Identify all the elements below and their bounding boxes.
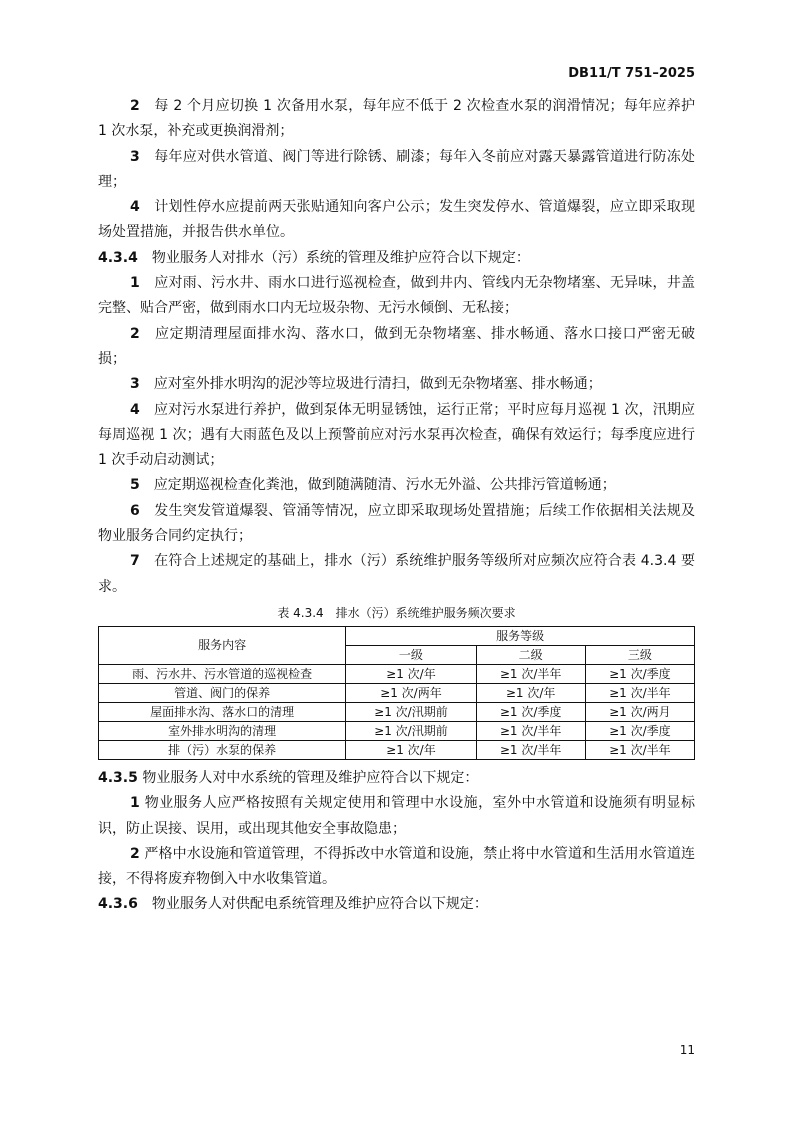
clause-number: 4 bbox=[130, 401, 140, 418]
clause-item bbox=[98, 549, 695, 600]
cell-service-item: 室外排水明沟的清理 bbox=[99, 721, 346, 740]
section-4-3-6 bbox=[98, 892, 695, 917]
section-4-3-4 bbox=[98, 246, 695, 271]
cell-frequency: ≥1 次/汛期前 bbox=[346, 702, 476, 721]
clause-list-water-supply bbox=[98, 94, 695, 246]
section-number: 4.3.6 bbox=[98, 896, 138, 913]
clause-text: 在符合上述规定的基础上，排水（污）系统维护服务等级所对应频次应符合表 4.3.4 要求。 bbox=[98, 553, 695, 595]
clause-item bbox=[98, 271, 695, 322]
clause-text: 应对雨、污水井、雨水口进行巡视检查，做到井内、管线内无杂物堵塞、无异味，井盖完整、贴合严密，做到雨水口内无垃圾杂物、无污水倾倒、无私接； bbox=[98, 275, 696, 317]
service-frequency-table bbox=[98, 626, 695, 760]
clause-text: 发生突发管道爆裂、管涌等情况，应立即采取现场处置措施；后续工作依据相关法规及物业服务合同约定执行； bbox=[98, 502, 696, 545]
table-row bbox=[99, 664, 695, 683]
table-row bbox=[99, 683, 695, 702]
cell-frequency: ≥1 次/半年 bbox=[585, 683, 694, 702]
section-text: 物业服务人对排水（污）系统的管理及维护应符合以下规定： bbox=[151, 249, 530, 266]
clause-list-reclaimed-water bbox=[98, 791, 695, 892]
header-service-content: 服务内容 bbox=[99, 626, 346, 664]
cell-service-item: 雨、污水井、污水管道的巡视检查 bbox=[99, 664, 346, 683]
clause-text: 应定期巡视检查化粪池，做到随满随清、污水无外溢、公共排污管道畅通； bbox=[153, 477, 616, 494]
cell-frequency: ≥1 次/季度 bbox=[585, 664, 694, 683]
section-number: 4.3.4 bbox=[98, 249, 138, 266]
cell-frequency: ≥1 次/季度 bbox=[585, 721, 694, 740]
clause-item bbox=[98, 322, 695, 373]
clause-item bbox=[98, 791, 695, 842]
clause-text: 每 2 个月应切换 1 次备用水泵，每年应不低于 2 次检查水泵的润滑情况；每年应养护 1 次水泵，补充或更换润滑剂； bbox=[98, 98, 696, 140]
clause-item bbox=[98, 398, 695, 474]
clause-number: 2 bbox=[130, 325, 140, 342]
clause-text: 应定期清理屋面排水沟、落水口，做到无杂物堵塞、排水畅通、落水口接口严密无破损； bbox=[98, 325, 696, 367]
clause-number: 3 bbox=[130, 376, 140, 393]
header-level-3: 三级 bbox=[585, 645, 694, 664]
cell-frequency: ≥1 次/年 bbox=[346, 740, 476, 759]
clause-item bbox=[98, 473, 695, 498]
clause-item bbox=[98, 195, 695, 246]
table-row bbox=[99, 721, 695, 740]
clause-number: 7 bbox=[130, 553, 140, 570]
table-caption: 表 4.3.4 排水（污）系统维护服务频次要求 bbox=[277, 605, 516, 620]
header-level-1: 一级 bbox=[346, 645, 476, 664]
clause-number: 2 bbox=[130, 845, 140, 862]
clause-item bbox=[98, 842, 695, 893]
page-number: 11 bbox=[679, 1043, 695, 1057]
clause-item bbox=[98, 499, 695, 550]
cell-frequency: ≥1 次/两月 bbox=[585, 702, 694, 721]
cell-frequency: ≥1 次/半年 bbox=[476, 721, 585, 740]
header-level-2: 二级 bbox=[476, 645, 585, 664]
clause-number: 6 bbox=[130, 502, 140, 519]
document-code: DB11/T 751–2025 bbox=[568, 66, 695, 81]
clause-number: 3 bbox=[130, 148, 140, 165]
clause-item bbox=[98, 372, 695, 397]
cell-service-item: 管道、阀门的保养 bbox=[99, 683, 346, 702]
page-content bbox=[98, 94, 695, 918]
clause-item bbox=[98, 94, 695, 145]
section-text: 物业服务人对供配电系统管理及维护应符合以下规定： bbox=[151, 896, 488, 913]
cell-frequency: ≥1 次/季度 bbox=[476, 702, 585, 721]
section-number: 4.3.5 bbox=[98, 769, 138, 786]
clause-number: 1 bbox=[130, 275, 140, 292]
clause-list-drainage bbox=[98, 271, 695, 600]
clause-text: 每年应对供水管道、阀门等进行除锈、刷漆；每年入冬前应对露天暴露管道进行防冻处理； bbox=[98, 148, 696, 190]
clause-text: 物业服务人应严格按照有关规定使用和管理中水设施，室外中水管道和设施须有明显标识，防止误接、误用，或出现其他安全事故隐患； bbox=[98, 795, 695, 837]
cell-frequency: ≥1 次/两年 bbox=[346, 683, 476, 702]
cell-frequency: ≥1 次/半年 bbox=[585, 740, 694, 759]
section-4-3-5 bbox=[98, 766, 695, 791]
table-row bbox=[99, 702, 695, 721]
cell-frequency: ≥1 次/半年 bbox=[476, 740, 585, 759]
clause-text: 严格中水设施和管道管理，不得拆改中水管道和设施，禁止将中水管道和生活用水管道连接，不得将废弃物倒入中水收集管道。 bbox=[98, 845, 695, 888]
cell-service-item: 屋面排水沟、落水口的清理 bbox=[99, 702, 346, 721]
cell-frequency: ≥1 次/汛期前 bbox=[346, 721, 476, 740]
clause-item bbox=[98, 145, 695, 196]
header-service-level: 服务等级 bbox=[346, 626, 695, 645]
section-text: 物业服务人对中水系统的管理及维护应符合以下规定： bbox=[137, 769, 479, 786]
clause-number: 1 bbox=[130, 795, 140, 812]
cell-frequency: ≥1 次/年 bbox=[476, 683, 585, 702]
cell-frequency: ≥1 次/年 bbox=[346, 664, 476, 683]
clause-number: 4 bbox=[130, 199, 140, 216]
clause-number: 2 bbox=[130, 98, 140, 114]
clause-text: 应对污水泵进行养护，做到泵体无明显锈蚀，运行正常；平时应每月巡视 1 次，汛期应每周巡视 1 次；遇有大雨蓝色及以上预警前应对污水泵再次检查，确保有效运行；每季度应进行 1 次手动启动测试； bbox=[98, 401, 696, 469]
clause-text: 计划性停水应提前两天张贴通知向客户公示；发生突发停水、管道爆裂，应立即采取现场处置措施，并报告供水单位。 bbox=[98, 199, 696, 241]
clause-text: 应对室外排水明沟的泥沙等垃圾进行清扫，做到无杂物堵塞、排水畅通； bbox=[153, 376, 602, 393]
table-row bbox=[99, 740, 695, 759]
cell-frequency: ≥1 次/半年 bbox=[476, 664, 585, 683]
cell-service-item: 排（污）水泵的保养 bbox=[99, 740, 346, 759]
clause-number: 5 bbox=[130, 477, 140, 494]
